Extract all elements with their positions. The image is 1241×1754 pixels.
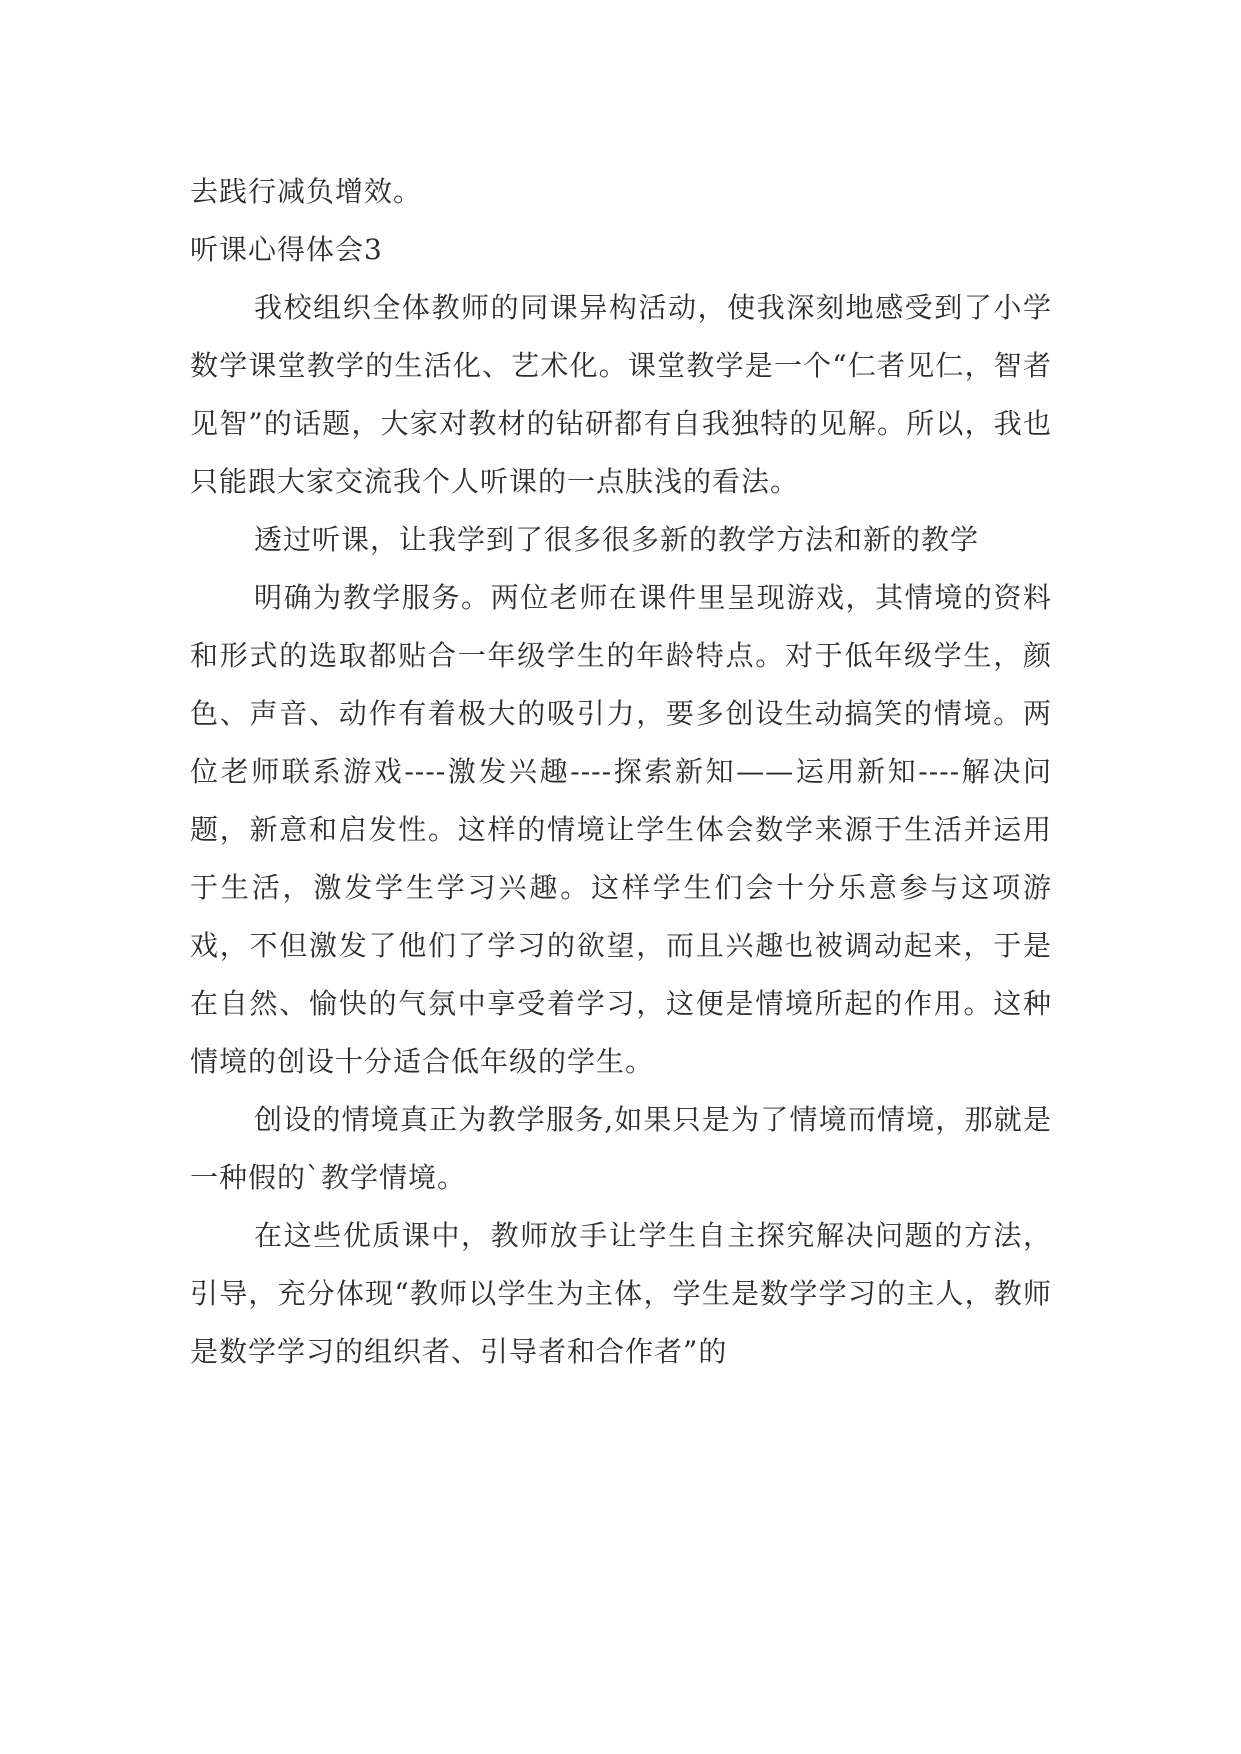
paragraph-2: 透过听课，让我学到了很多很多新的教学方法和新的教学 [254,523,980,556]
paragraph-1: 我校组织全体教师的同课异构活动，使我深刻地感受到了小学数学课堂教学的生活化、艺术化。课堂教学是一个“仁者见仁，智者见智”的话题，大家对教材的钻研都有自我独特的见解。所以，我也只能跟大家交流我个人听课的一点肤浅的看法。 [190,291,1052,498]
section-heading: 听课心得体会3 [190,233,383,266]
paragraph-3: 明确为教学服务。两位老师在课件里呈现游戏，其情境的资料和形式的选取都贴合一年级学生的年龄特点。对于低年级学生，颜色、声音、动作有着极大的吸引力，要多创设生动搞笑的情境。两位老师联系游戏----激发兴趣----探索新知——运用新知----解决问题，新意和启发性。这样的情境让学生体会数学来源于生活并运用于生活，激发学生学习兴趣。这样学生们会十分乐意参与这项游戏，不但激发了他们了学习的欲望，而且兴趣也被调动起来，于是在自然、愉快的气氛中享受着学习，这便是情境所起的作用。这种情境的创设十分适合低年级的学生。 [190,581,1052,1078]
paragraph-5: 在这些优质课中，教师放手让学生自主探究解决问题的方法，引导，充分体现“教师以学生为主体，学生是数学学习的主人，教师是数学学习的组织者、引导者和合作者”的 [190,1219,1052,1368]
opening-line: 去践行减负增效。 [190,175,423,208]
paragraph-4: 创设的情境真正为教学服务,如果只是为了情境而情境，那就是一种假的`教学情境。 [190,1103,1052,1194]
document-body [190,163,1052,1381]
